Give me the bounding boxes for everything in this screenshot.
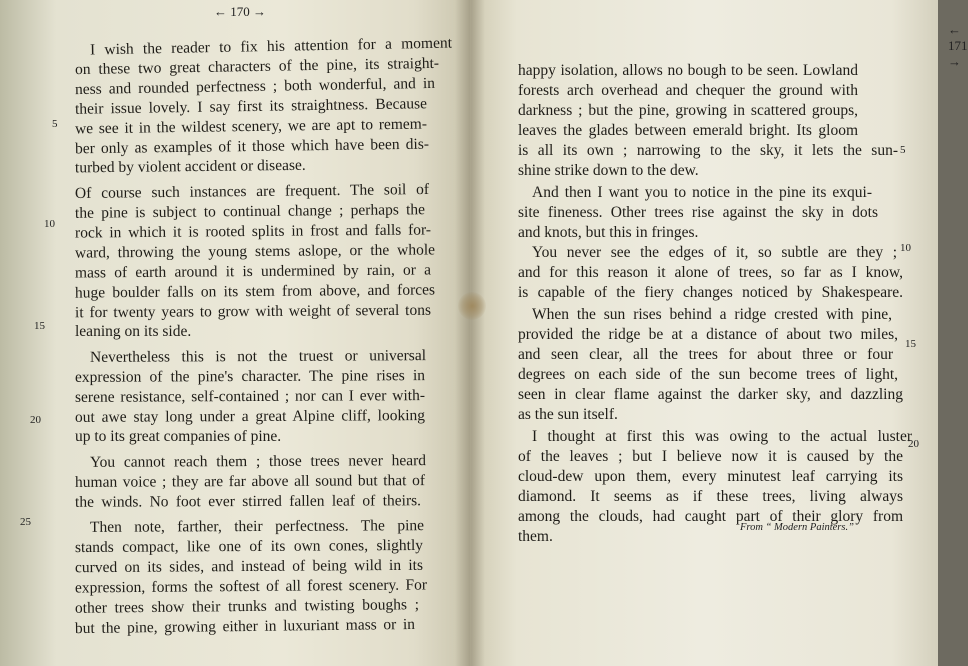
line-number: 15 [905, 338, 916, 350]
text-line: cloud-dew upon them, every minutest leaf carrying its [518, 468, 903, 485]
text-line: it for twenty years to grow with weight of several tons [74, 301, 432, 322]
line-number: 15 [34, 320, 45, 332]
text-line: and for this reason it alone of trees, so far as I know, [518, 264, 903, 281]
text-line: forests arch overhead and chequer the ground with [518, 82, 858, 99]
text-line: turbed by violent accident or disease. [74, 156, 306, 177]
text-line: human voice ; they are far above all sound but that of [74, 472, 426, 491]
text-line: up to its great companies of pine. [75, 428, 282, 445]
text-line: of the leaves ; but I believe now it is caused by the [518, 448, 903, 465]
text-line: stands compact, like one of its own cones, slightly [74, 536, 424, 557]
page-number: ← 171 → [948, 22, 968, 69]
text-line: darkness ; but the pine, growing in scattered groups, [518, 102, 858, 119]
text-line: When the sun rises behind a ridge crested with pine, [532, 306, 892, 323]
text-line: and seen clear, all the trees for about three or four [518, 346, 893, 363]
text-line: mass of earth around it is undermined by rain, or a [74, 261, 432, 282]
text-line: them. [518, 528, 553, 545]
text-line: degrees on each side of the sun become trees of light, [518, 366, 898, 383]
text-line: leaning on its side. [75, 323, 192, 340]
line-number: 20 [30, 414, 41, 426]
page-number: ← 170 → [214, 4, 266, 19]
book-gutter [455, 0, 485, 666]
text-line: among the clouds, had caught part of their glory from [518, 508, 903, 525]
text-line: leaves the glades between emerald bright. Its gloom [518, 122, 858, 139]
left-page [0, 0, 470, 666]
text-line: is all its own ; narrowing to the sky, it lets the sun- [518, 142, 898, 159]
text-line: You never see the edges of it, so subtle are they ; [532, 244, 897, 261]
text-line: on these two great characters of the pine, its straight- [74, 54, 440, 79]
text-line: their issue lovely. I say first its straightness. Because [74, 95, 428, 118]
text-line: I thought at first this was owing to the actual luster [532, 428, 912, 445]
text-line: seen in clear flame against the darker sky, and dazzling [518, 386, 903, 403]
text-line: happy isolation, allows no bough to be seen. Lowland [518, 62, 858, 79]
line-number: 10 [900, 242, 911, 254]
text-line: as the sun itself. [518, 406, 618, 423]
spine-stain [458, 292, 486, 320]
source-credit: From “ Modern Painters.” [740, 522, 854, 533]
line-number: 5 [52, 118, 58, 130]
text-line: Of course such instances are frequent. The soil of [74, 180, 430, 203]
text-line: rock in which it is rooted splits in frost and falls for- [74, 221, 432, 242]
text-line: and knots, but this in fringes. [518, 224, 699, 241]
line-number: 5 [900, 144, 906, 156]
text-line: but the pine, growing either in luxuriant mass or in [74, 615, 416, 638]
right-page [470, 0, 968, 666]
line-number: 10 [44, 218, 55, 230]
text-line: You cannot reach them ; those trees never heard [89, 452, 427, 471]
text-line: serene resistance, self-contained ; nor can I ever with- [74, 387, 426, 406]
text-line: curved on its sides, and instead of being wild in its [74, 556, 424, 577]
text-line: site fineness. Other trees rise against the sky in dots [518, 204, 878, 221]
text-line: ber only as examples of it those which have been dis- [74, 135, 430, 158]
line-number: 20 [908, 438, 919, 450]
text-line: expression, forms the softest of all forest scenery. For [74, 576, 428, 597]
text-line: huge boulder falls on its stem from above, and forces [74, 281, 436, 302]
text-line: diamond. It seems as if these trees, living always [518, 488, 903, 505]
text-line: other trees show their trunks and twisting boughs ; [74, 596, 420, 617]
text-line: the pine is subject to continual change ; perhaps the [74, 201, 426, 222]
line-number: 25 [20, 516, 31, 528]
text-line: Nevertheless this is not the truest or universal [89, 347, 427, 366]
text-line: is capable of the fiery changes noticed by Shakespeare. [518, 284, 903, 301]
text-line: ness and rounded perfectness ; both wonderful, and in [74, 74, 436, 99]
text-line: out awe stay long under a great Alpine cliff, looking [74, 407, 426, 426]
text-line: shine strike down to the dew. [518, 162, 699, 179]
text-line: I wish the reader to fix his attention for a moment [89, 34, 453, 59]
text-line: provided the ridge be at a distance of about two miles, [518, 326, 898, 343]
text-line: we see it in the wildest scenery, we are apt to remem- [74, 115, 428, 138]
text-line: ward, throwing the young stems aslope, or the whole [74, 241, 436, 262]
text-line: Then note, farther, their perfectness. The pine [89, 517, 425, 536]
text-line: expression of the pine's character. The pine rises in [74, 367, 426, 386]
text-line: the winds. No foot ever stirred fallen leaf of theirs. [74, 492, 422, 511]
text-line: And then I want you to notice in the pine its exqui- [532, 184, 872, 201]
